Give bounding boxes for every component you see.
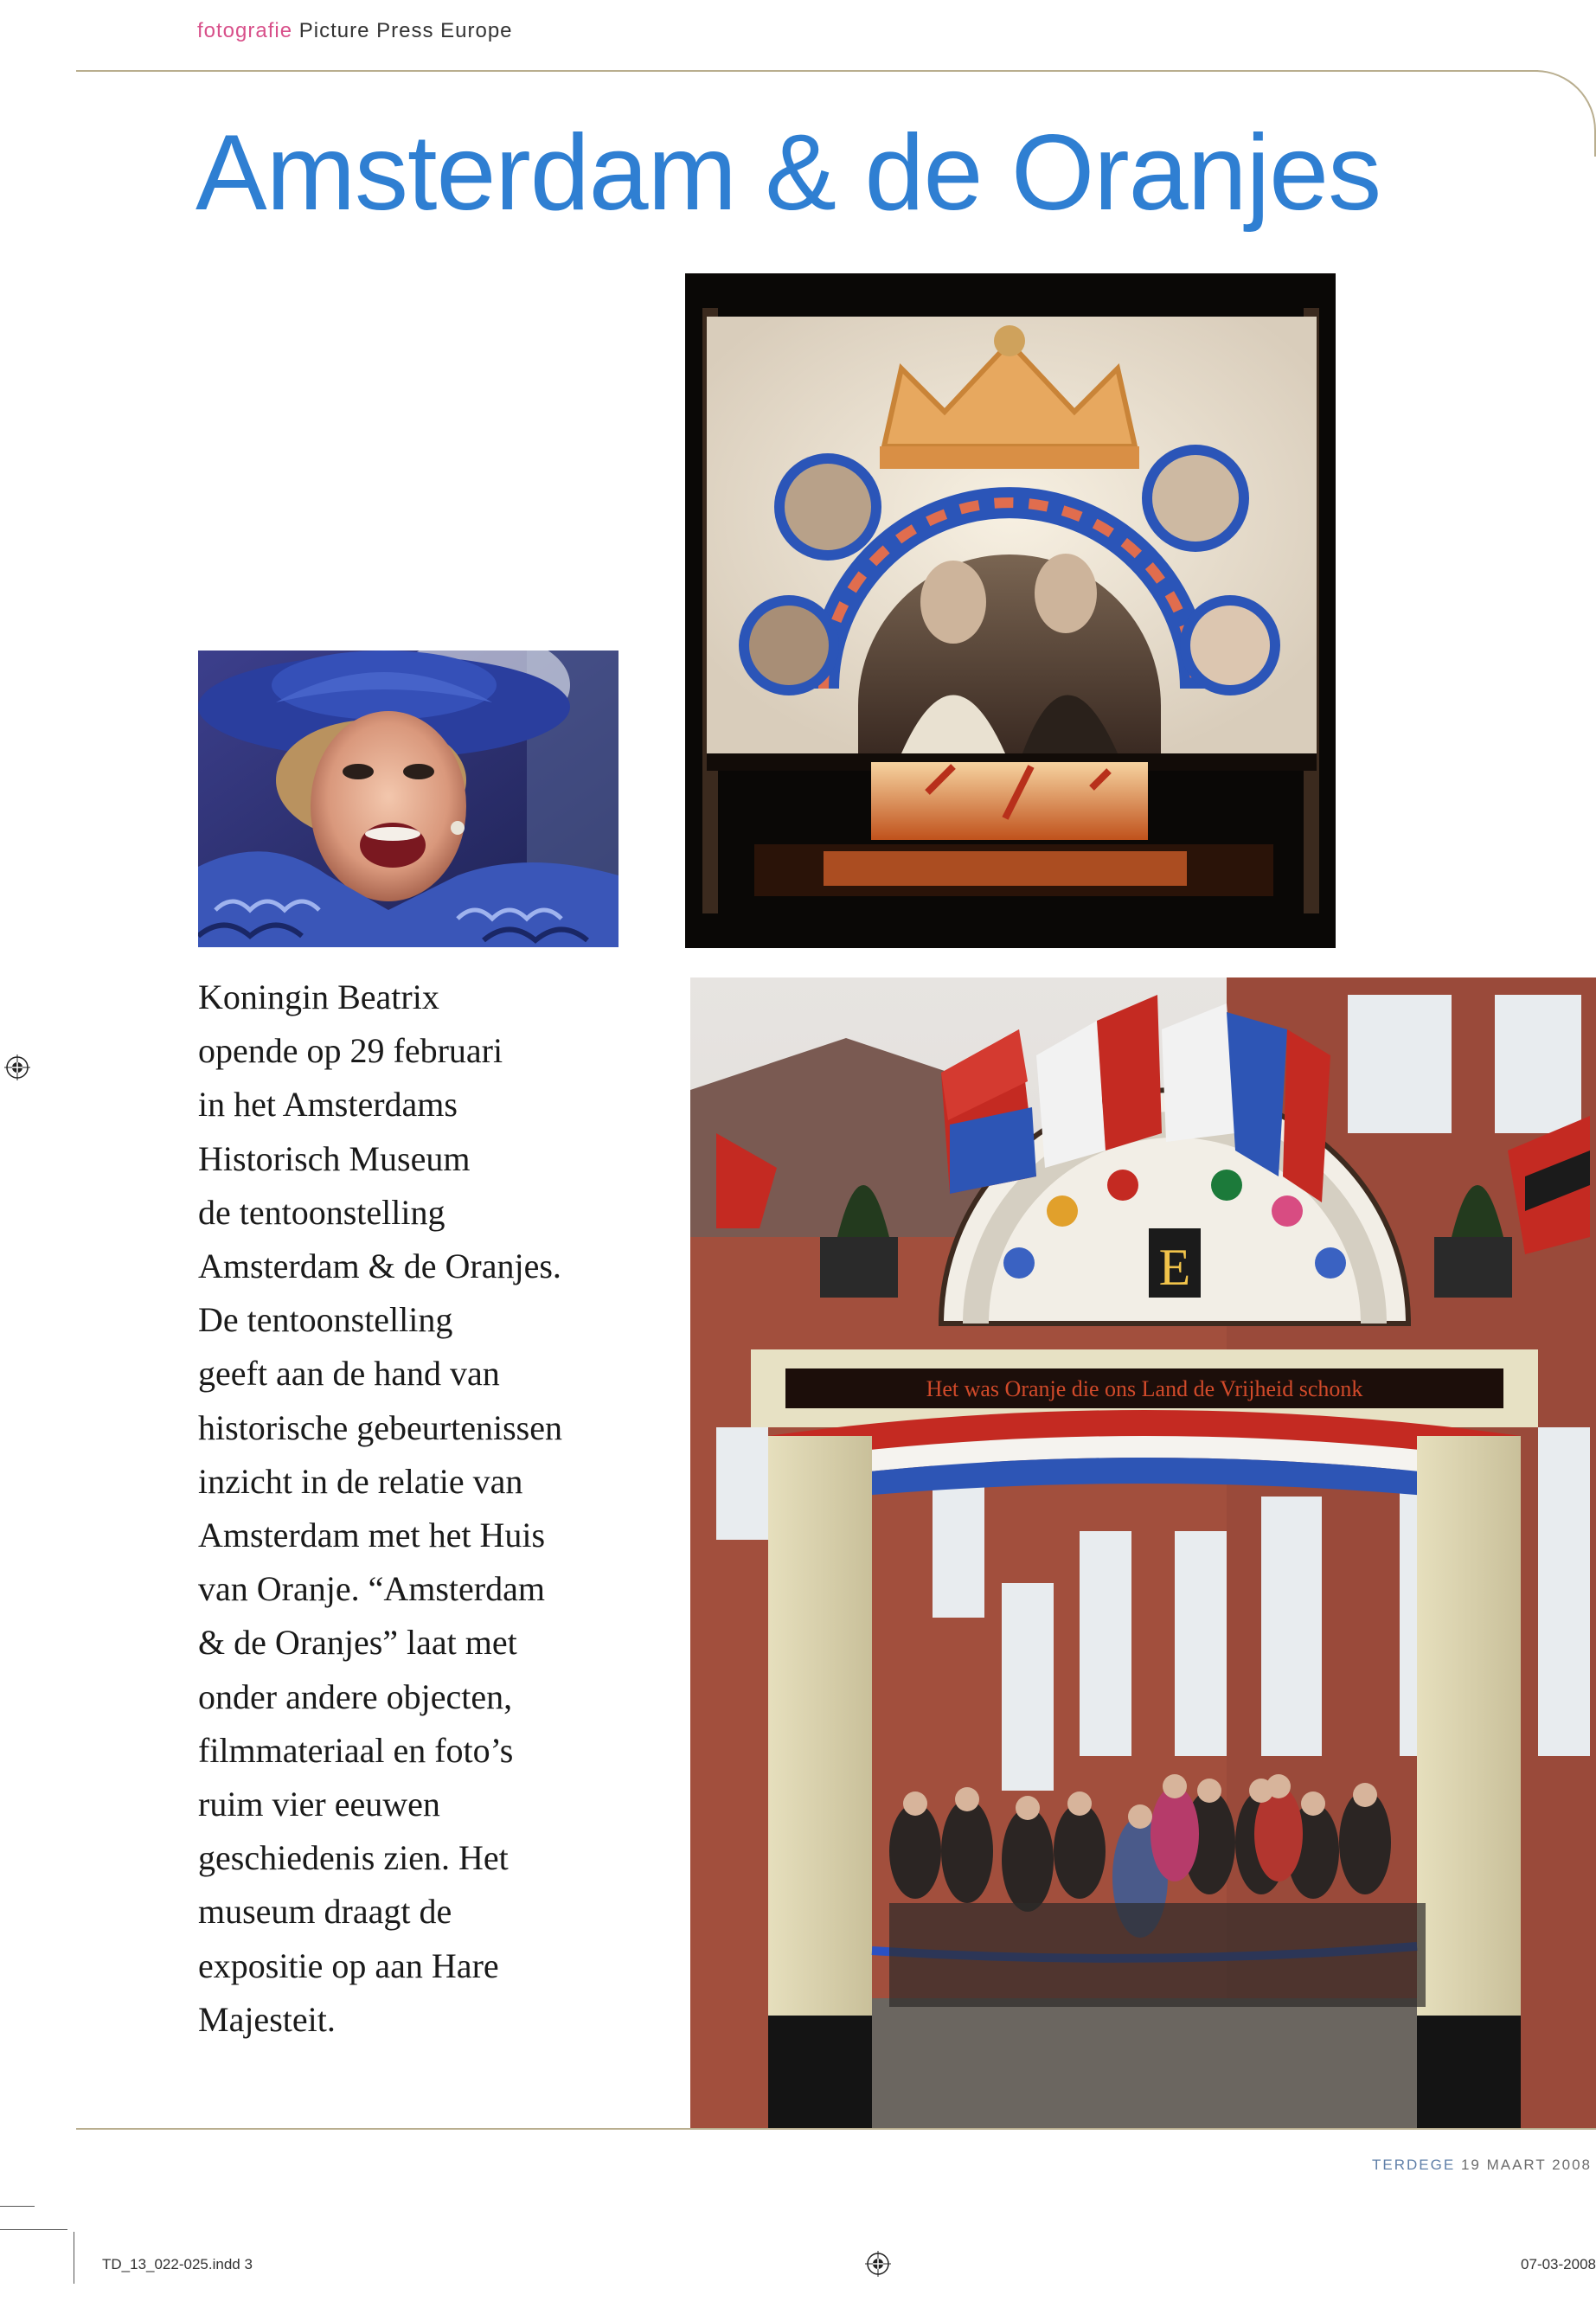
body-line: filmmateriaal en foto’s xyxy=(198,1730,514,1770)
body-line: Majesteit. xyxy=(198,1999,336,2039)
issue-date: 19 MAART 2008 xyxy=(1460,2157,1592,2173)
section-label: fotografie xyxy=(197,19,293,42)
body-line: ruim vier eeuwen xyxy=(198,1785,440,1824)
body-line: museum draagt de xyxy=(198,1892,452,1932)
royal-lantern-photo-icon xyxy=(685,273,1336,948)
page-footer xyxy=(1372,2157,1592,2174)
museum-gate-photo-icon xyxy=(690,977,1596,2128)
portrait-photo-icon xyxy=(198,651,619,947)
photo-agency: Picture Press Europe xyxy=(298,19,513,42)
body-line: van Oranje. “Amsterdam xyxy=(198,1569,545,1609)
body-line: Amsterdam met het Huis xyxy=(198,1516,546,1555)
bottom-rule xyxy=(76,2128,1596,2130)
beatrix-portrait-photo xyxy=(198,651,619,947)
slug-date: 07-03-2008 xyxy=(1521,2256,1596,2272)
royal-lantern-photo xyxy=(685,273,1336,948)
slug-filename: TD_13_022-025.indd 3 xyxy=(102,2256,253,2272)
top-rule xyxy=(76,70,1538,72)
body-line: & de Oranjes” laat met xyxy=(198,1623,517,1663)
crop-mark xyxy=(0,2206,35,2207)
section-kicker xyxy=(197,19,513,43)
top-rule-corner xyxy=(1509,70,1596,157)
museum-gate-photo xyxy=(690,977,1596,2128)
article-title: Amsterdam & de Oranjes xyxy=(195,113,1381,233)
article-body xyxy=(198,971,648,2047)
body-line: Historisch Museum xyxy=(198,1138,471,1178)
registration-mark-icon xyxy=(865,2251,891,2277)
body-line: Koningin Beatrix xyxy=(198,977,439,1016)
led-banner-text: Het was Oranje die ons Land de Vrijheid schonk xyxy=(926,1376,1363,1401)
svg-text:E: E xyxy=(1158,1239,1191,1296)
body-line: in het Amsterdams xyxy=(198,1085,458,1125)
body-line: Amsterdam & de Oranjes. xyxy=(198,1247,561,1286)
magazine-name: TERDEGE xyxy=(1372,2157,1456,2173)
body-line: onder andere objecten, xyxy=(198,1676,513,1716)
body-line: de tentoonstelling xyxy=(198,1192,445,1232)
body-line: inzicht in de relatie van xyxy=(198,1461,523,1501)
body-line: geeft aan de hand van xyxy=(198,1354,500,1394)
crop-mark xyxy=(0,2229,67,2230)
registration-mark-icon xyxy=(4,1054,30,1080)
body-line: De tentoonstelling xyxy=(198,1300,453,1340)
body-line: opende op 29 februari xyxy=(198,1031,503,1071)
body-line: expositie op aan Hare xyxy=(198,1945,499,1985)
body-line: geschiedenis zien. Het xyxy=(198,1838,509,1878)
body-line: historische gebeurtenissen xyxy=(198,1407,562,1447)
